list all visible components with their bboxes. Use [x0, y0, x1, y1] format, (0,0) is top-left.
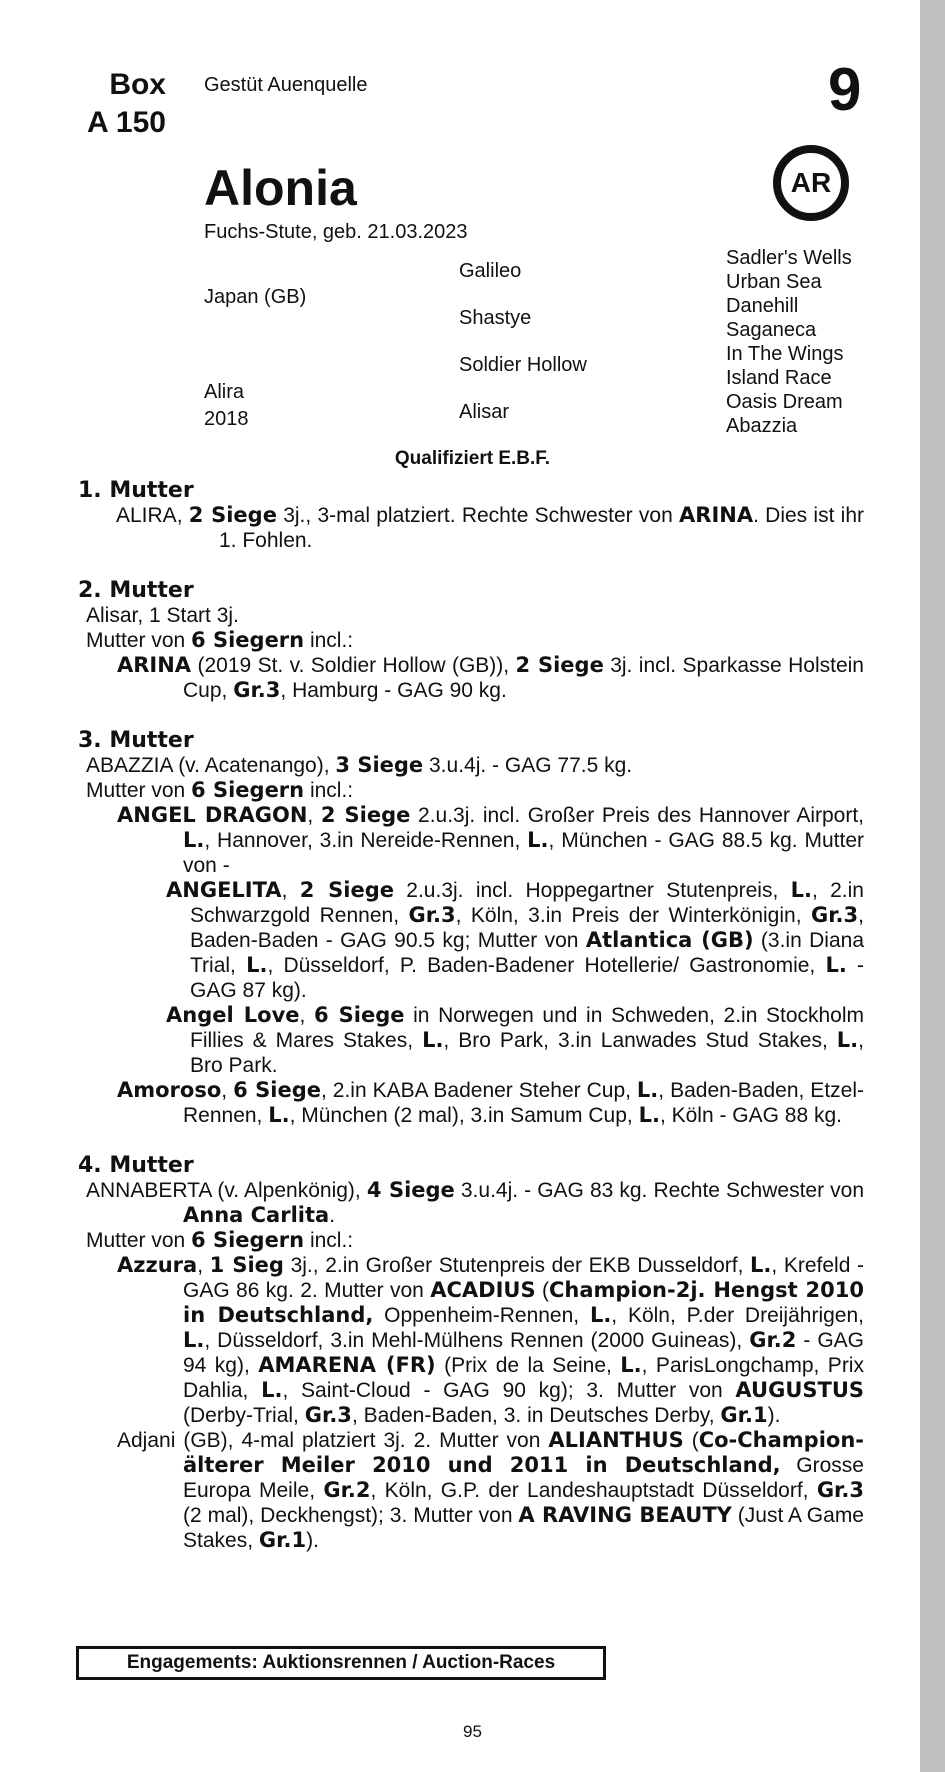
pedigree-grandparent: Soldier Hollow — [459, 354, 587, 376]
pedigree-grandparent: Alisar — [459, 401, 510, 423]
pedigree-great-grandparent: In The Wings — [726, 343, 844, 365]
produce-entry: ARINA (2019 St. v. Soldier Hollow (GB)), 2 Siege 3j. incl. Sparkasse Holstein Cup, Gr.3, Hamburg - GAG 90 kg. — [117, 653, 864, 702]
fourth-dam-produce: Mutter von 6 Siegern incl.: — [86, 1228, 354, 1252]
produce-entry: Adjani (GB), 4-mal platziert 3j. 2. Mutter von ALIANTHUS (Co-Champion-älterer Meiler 2010 und 2011 in Deutschland, Grosse Europa Meile, Gr.2, Köln, G.P. der Landeshauptstadt Düsseldorf, Gr.3 (2 mal), Deckhengst); 3. Mutter von A RAVING BEAUTY (Just A Game Stakes, Gr.1). — [117, 1428, 865, 1552]
pedigree-grandparent: Shastye — [459, 307, 532, 329]
qualification-note: Qualifiziert E.B.F. — [394, 448, 551, 469]
pedigree-great-grandparent: Abazzia — [726, 415, 798, 437]
produce-entry: ANGEL DRAGON, 2 Siege 2.u.3j. incl. Großer Preis des Hannover Airport, L., Hannover, 3.in Nereide-Rennen, L., München - GAG 88.5 kg. Mutter von - — [117, 803, 865, 877]
produce-entry: Angel Love, 6 Siege in Norwegen und in Schweden, 2.in Stockholm Fillies & Mares Stakes, L., Bro Park, 3.in Lanwades Stud Stakes, L., Bro Park. — [166, 1003, 865, 1077]
pedigree-great-grandparent: Danehill — [726, 295, 799, 317]
first-dam-record: ALIRA, 2 Siege 3j., 3-mal platziert. Rechte Schwester von ARINA. Dies ist ihr 1. Fohlen. — [116, 503, 865, 552]
second-dam-record: Alisar, 1 Start 3j. — [86, 604, 239, 627]
produce-entry: Amoroso, 6 Siege, 2.in KABA Badener Steher Cup, L., Baden-Baden, Etzel- Rennen, L., München (2 mal), 3.in Samum Cup, L., Köln - GAG 88 kg. — [117, 1078, 864, 1127]
fourth-dam-heading: 4. Mutter — [78, 1153, 194, 1178]
first-dam-heading: 1. Mutter — [78, 478, 194, 503]
pedigree-great-grandparent: Sadler's Wells — [726, 247, 852, 269]
produce-entry: Azzura, 1 Sieg 3j., 2.in Großer Stutenpreis der EKB Dusseldorf, L., Krefeld - GAG 86 kg. 2. Mutter von ACADIUS (Champion-2j. Hengst 2010 in Deutschland, Oppenheim-Rennen, L., Köln, P.der Dreijährigen, L., Düsseldorf, 3.in Mehl-Mülhens Rennen (2000 Guineas), Gr.2 - GAG 94 kg), AMARENA (FR) (Prix de la Seine, L., ParisLongchamp, Prix Dahlia, L., Saint-Cloud - GAG 90 kg); 3. Mutter von AUGUSTUS (Derby-Trial, Gr.3, Baden-Baden, 3. in Deutsches Derby, Gr.1). — [117, 1253, 864, 1427]
page-number: 95 — [463, 1722, 482, 1741]
horse-description: Fuchs-Stute, geb. 21.03.2023 — [204, 221, 468, 243]
fourth-dam-record: ANNABERTA (v. Alpenkönig), 4 Siege 3.u.4j. - GAG 83 kg. Rechte Schwester von Anna Carlita. — [86, 1178, 865, 1227]
lot-number: 9 — [828, 56, 862, 123]
pedigree-great-grandparent: Saganeca — [726, 319, 817, 341]
ar-badge: AR — [773, 145, 849, 221]
page-edge-bar — [920, 0, 945, 1772]
breeder: Gestüt Auenquelle — [204, 74, 368, 96]
box-number: Box A 150 — [87, 68, 166, 139]
pedigree-sire: Japan (GB) — [204, 286, 307, 308]
engagements-box: Engagements: Auktionsrennen / Auction-Races — [76, 1646, 606, 1680]
produce-entry: ANGELITA, 2 Siege 2.u.3j. incl. Hoppegartner Stutenpreis, L., 2.in Schwarzgold Rennen, Gr.3, Köln, 3.in Preis der Winterkönigin, Gr.3, Baden-Baden - GAG 90.5 kg; Mutter von Atlantica (GB) (3.in Diana Trial, L., Düsseldorf, P. Baden-Badener Hotellerie/ Gastronomie, L. - GAG 87 kg). — [166, 878, 865, 1002]
second-dam-heading: 2. Mutter — [78, 578, 194, 603]
third-dam-record: ABAZZIA (v. Acatenango), 3 Siege 3.u.4j. - GAG 77.5 kg. — [86, 753, 633, 777]
pedigree-dam: Alira — [204, 381, 245, 403]
second-dam-produce: Mutter von 6 Siegern incl.: — [86, 628, 354, 652]
third-dam-heading: 3. Mutter — [78, 728, 194, 753]
pedigree-great-grandparent: Island Race — [726, 367, 832, 389]
pedigree-dam-year: 2018 — [204, 408, 249, 430]
pedigree-great-grandparent: Urban Sea — [726, 271, 822, 293]
pedigree-great-grandparent: Oasis Dream — [726, 391, 843, 413]
horse-name: Alonia — [204, 160, 357, 216]
third-dam-produce: Mutter von 6 Siegern incl.: — [86, 778, 354, 802]
dam-family-section — [78, 478, 864, 1553]
pedigree-grandparent: Galileo — [459, 260, 522, 282]
